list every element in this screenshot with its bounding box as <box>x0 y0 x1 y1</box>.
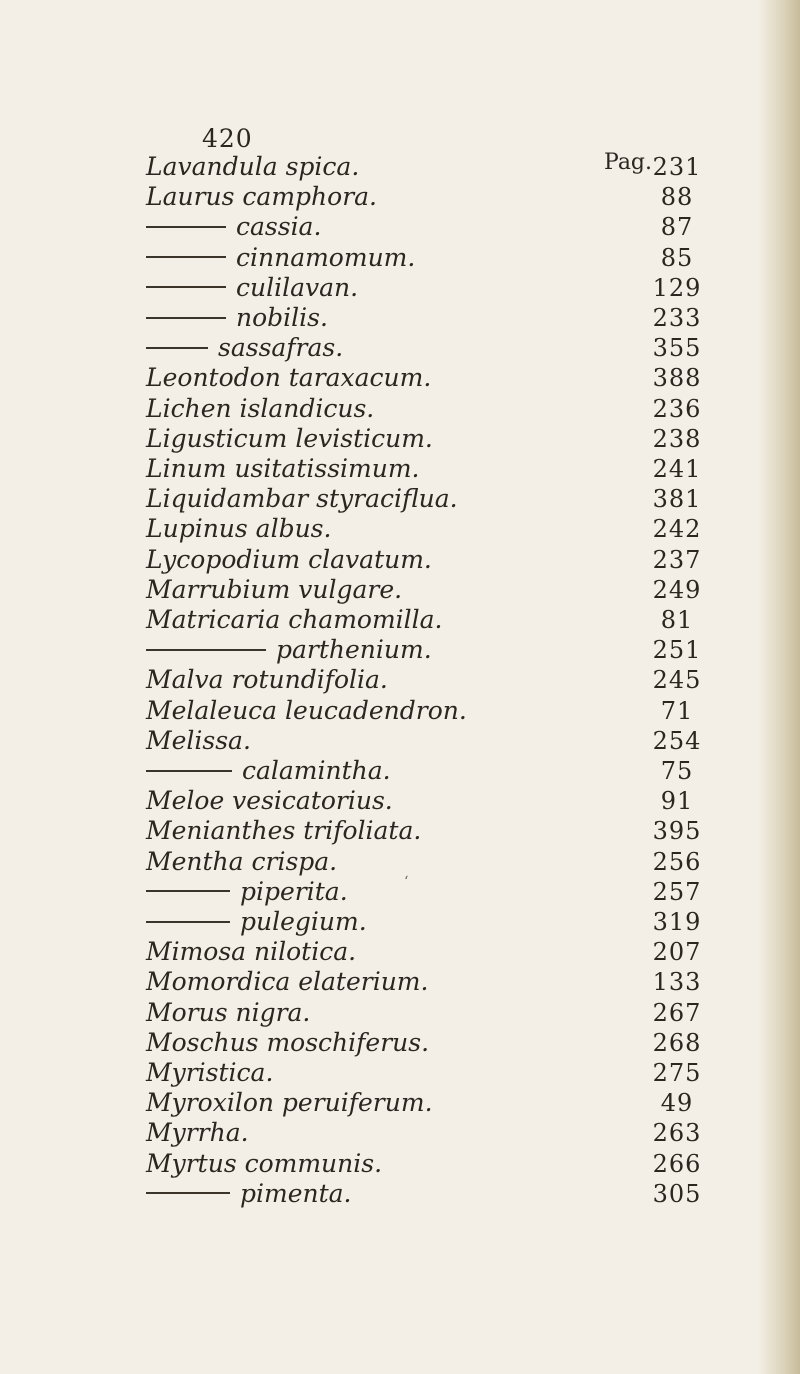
index-entry <box>0 152 800 184</box>
entry-name-text: pimenta. <box>240 1178 352 1208</box>
entry-name-text: Lichen islandicus. <box>146 393 375 423</box>
entry-page: 91 <box>660 787 694 816</box>
index-entry <box>0 786 800 818</box>
entry-page: 256 <box>652 847 702 876</box>
index-entry <box>0 303 800 335</box>
entry-page: 133 <box>652 968 702 997</box>
entry-page: 87 <box>660 213 694 242</box>
entry-name <box>146 726 251 756</box>
entry-name-text: culilavan. <box>236 272 359 302</box>
entry-page: 81 <box>660 606 694 634</box>
entry-page: 268 <box>652 1028 702 1057</box>
entry-name-text: pulegium. <box>240 907 367 936</box>
index-entry <box>0 1118 800 1150</box>
index-entry <box>0 273 800 305</box>
entry-name-text: Matricaria chamomilla. <box>146 605 443 634</box>
entry-name-text: Lupinus albus. <box>146 514 332 544</box>
entry-name-text: Momordica elaterium. <box>146 967 429 997</box>
index-entry <box>0 514 800 546</box>
entry-name <box>146 1058 273 1088</box>
index-entry <box>0 424 800 456</box>
index-entry <box>0 635 800 667</box>
entry-page: 236 <box>652 394 702 423</box>
entry-name <box>146 1088 433 1118</box>
entry-name <box>146 967 428 997</box>
ditto-dash <box>146 890 230 892</box>
entry-page: 231 <box>652 153 702 181</box>
index-entry <box>0 665 800 697</box>
index-entry <box>0 877 800 909</box>
page-number: 420 <box>202 124 253 153</box>
entry-name-text: calamintha. <box>242 756 391 785</box>
entry-name <box>146 907 367 937</box>
entry-name <box>146 816 421 846</box>
ditto-dash <box>146 317 226 319</box>
entry-name-text: Myroxilon peruiferum. <box>146 1088 433 1118</box>
index-entry <box>0 998 800 1030</box>
entry-name <box>146 424 433 454</box>
pag-label: Pag. <box>604 150 653 175</box>
index-entry <box>0 756 800 788</box>
entry-page: 254 <box>652 726 702 755</box>
ditto-dash <box>146 286 226 288</box>
entry-name <box>146 152 359 182</box>
index-entry <box>0 333 800 365</box>
entry-name <box>146 696 467 726</box>
entry-name-text: Melaleuca leucadendron. <box>146 695 467 725</box>
index-entry <box>0 363 800 395</box>
index-entry <box>0 1149 800 1181</box>
entry-name-text: cassia. <box>236 212 322 242</box>
entry-name-text: piperita. <box>240 876 348 906</box>
entry-name <box>146 877 348 907</box>
index-entry <box>0 1058 800 1090</box>
entry-name <box>146 394 374 424</box>
entry-page: 395 <box>652 817 702 846</box>
index-entry <box>0 1028 800 1060</box>
entry-page: 237 <box>652 545 702 574</box>
entry-name-text: parthenium. <box>276 635 432 665</box>
entry-name <box>146 847 337 877</box>
entry-page: 251 <box>652 636 702 665</box>
entry-page: 242 <box>652 515 702 544</box>
entry-name-text: Menianthes trifoliata. <box>146 816 422 846</box>
entry-name <box>146 514 331 544</box>
index-entry <box>0 907 800 939</box>
index-entry <box>0 605 800 637</box>
entry-page: 75 <box>660 757 694 785</box>
entry-name-text: Myristica. <box>146 1058 274 1087</box>
entry-name <box>146 363 431 393</box>
entry-name-text: Meloe vesicatorius. <box>146 786 393 816</box>
entry-page: 249 <box>652 575 702 604</box>
entry-name-text: Marrubium vulgare. <box>146 574 403 604</box>
index-entry <box>0 816 800 848</box>
entry-name <box>146 635 432 665</box>
index-entry <box>0 575 800 607</box>
entry-page: 381 <box>652 485 702 514</box>
entry-name <box>146 937 356 967</box>
entry-name <box>146 665 388 695</box>
entry-name-text: sassafras. <box>218 333 344 363</box>
entry-name-text: nobilis. <box>236 303 328 332</box>
entry-name <box>146 303 328 333</box>
ditto-dash <box>146 347 208 349</box>
index-entry <box>0 182 800 214</box>
entry-name-text: Morus nigra. <box>146 997 311 1027</box>
index-entry <box>0 212 800 244</box>
index-entry <box>0 454 800 486</box>
index-entry <box>0 545 800 577</box>
entry-page: 233 <box>652 304 702 332</box>
entry-name <box>146 243 415 273</box>
entry-page: 355 <box>652 334 702 363</box>
ditto-dash <box>146 1192 230 1194</box>
entry-name-text: Moschus moschiferus. <box>146 1027 430 1057</box>
entry-name <box>146 786 393 816</box>
entry-name-text: Malva rotundifolia. <box>146 665 388 695</box>
index-entry <box>0 1179 800 1211</box>
entry-page: 257 <box>652 877 702 906</box>
ditto-dash <box>146 256 226 258</box>
entry-page: 388 <box>652 364 702 393</box>
entry-name <box>146 333 343 363</box>
ditto-dash <box>146 921 230 923</box>
entry-page: 71 <box>660 696 694 725</box>
entry-page: 319 <box>652 908 702 936</box>
ditto-dash <box>146 649 266 651</box>
index-entry <box>0 484 800 516</box>
entry-page: 238 <box>652 424 702 453</box>
entry-page: 275 <box>652 1059 702 1087</box>
entry-name <box>146 605 443 635</box>
entry-name-text: cinnamomum. <box>236 242 416 272</box>
entry-name <box>146 1118 249 1148</box>
entry-name-text: Laurus camphora. <box>146 182 378 212</box>
index-entry <box>0 937 800 969</box>
entry-name-text: Mentha crispa. <box>146 846 338 876</box>
entry-page: 263 <box>652 1119 702 1148</box>
entry-name <box>146 756 391 786</box>
entry-page: 207 <box>652 938 702 967</box>
entry-page: 266 <box>652 1149 702 1178</box>
entry-page: 88 <box>660 183 694 212</box>
ditto-dash <box>146 226 226 228</box>
entry-name <box>146 545 432 575</box>
ditto-dash <box>146 770 232 772</box>
entry-page: 49 <box>660 1089 694 1118</box>
entry-page: 129 <box>652 273 702 302</box>
entry-name <box>146 1149 382 1179</box>
index-entry <box>0 1088 800 1120</box>
entry-name-text: Myrrha. <box>146 1118 249 1148</box>
entry-name <box>146 484 458 514</box>
entry-name-text: Leontodon taraxacum. <box>146 363 432 393</box>
entry-page: 85 <box>660 243 694 272</box>
entry-name-text: Liquidambar styraciflua. <box>146 484 458 514</box>
index-entry <box>0 847 800 879</box>
entry-name-text: Ligusticum levisticum. <box>146 423 433 453</box>
entry-page: 305 <box>652 1179 702 1208</box>
index-entry <box>0 243 800 275</box>
entry-name <box>146 182 377 212</box>
index-entry <box>0 394 800 426</box>
index-entry <box>0 696 800 728</box>
entry-page: 245 <box>652 666 702 695</box>
entry-name-text: Lycopodium clavatum. <box>146 544 432 574</box>
entry-name <box>146 1179 352 1209</box>
entry-name-text: Lavandula spica. <box>146 152 360 181</box>
entry-name <box>146 1028 429 1058</box>
index-entry <box>0 726 800 758</box>
index-entry <box>0 967 800 999</box>
entry-name-text: Mimosa nilotica. <box>146 937 357 967</box>
entry-name <box>146 998 310 1028</box>
printer-mark: ‘ <box>404 874 409 890</box>
entry-page: 267 <box>652 998 702 1027</box>
entry-name-text: Melissa. <box>146 725 251 755</box>
entry-name <box>146 212 321 242</box>
entry-name-text: Linum usitatissimum. <box>146 454 420 483</box>
entry-name <box>146 575 402 605</box>
entry-name-text: Myrtus communis. <box>146 1148 383 1178</box>
entry-page: 241 <box>652 455 702 483</box>
entry-name <box>146 273 358 303</box>
entry-name <box>146 454 420 484</box>
